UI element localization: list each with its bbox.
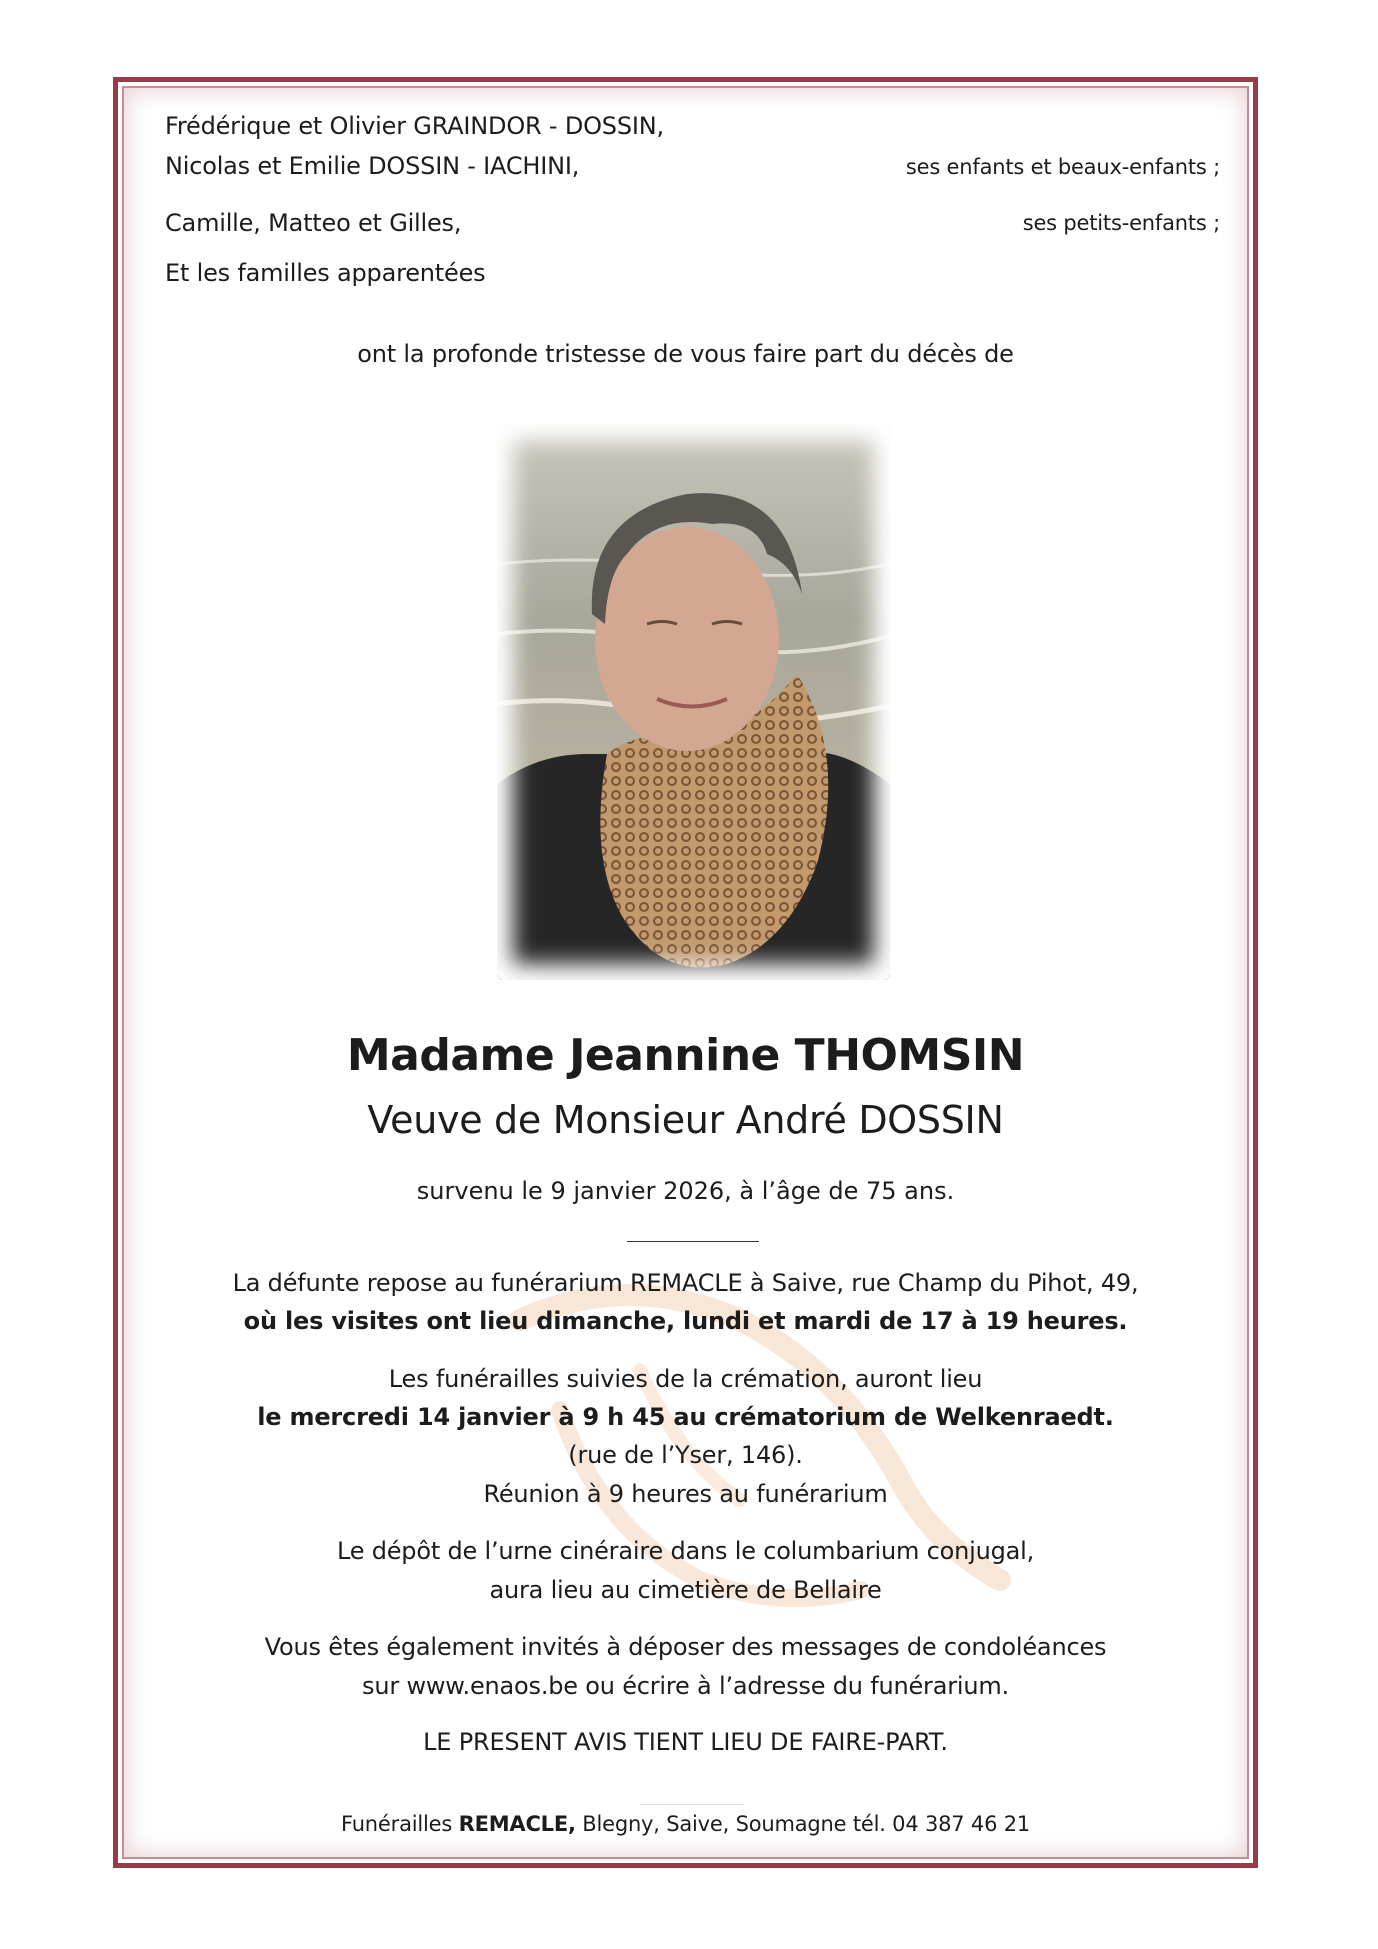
funeral-address-line: (rue de l’Yser, 146).: [568, 1441, 803, 1469]
portrait-photo: [497, 424, 890, 980]
family-line-children-2: Nicolas et Emilie DOSSIN - IACHINI,: [165, 152, 580, 180]
family-line-children-1: Frédérique et Olivier GRAINDOR - DOSSIN,: [165, 112, 664, 140]
urn-line-2: aura lieu au cimetière de Bellaire: [489, 1576, 882, 1604]
visit-hours-line: où les visites ont lieu dimanche, lundi et mardi de 17 à 19 heures.: [243, 1307, 1128, 1335]
death-date: survenu le 9 janvier 2026, à l’âge de 75 ans.: [416, 1177, 955, 1205]
urn-line-1: Le dépôt de l’urne cinéraire dans le columbarium conjugal,: [336, 1537, 1035, 1565]
funeral-intro-line: Les funérailles suivies de la crémation, auront lieu: [388, 1365, 983, 1393]
divider-rule: [627, 1241, 759, 1242]
deceased-name: Madame Jeannine THOMSIN: [346, 1030, 1025, 1081]
footer-contact: Blegny, Saive, Soumagne tél. 04 387 46 21: [575, 1812, 1031, 1836]
footer-divider: [640, 1804, 744, 1805]
footer-credit: [113, 1812, 1258, 1836]
notice-line: LE PRESENT AVIS TIENT LIEU DE FAIRE-PART.: [423, 1728, 948, 1756]
family-line-grandchildren: Camille, Matteo et Gilles,: [165, 209, 462, 237]
family-role-children: ses enfants et beaux-enfants ;: [905, 155, 1220, 179]
condolences-line-2: sur www.enaos.be ou écrire à l’adresse du funérarium.: [362, 1672, 1009, 1700]
family-line-relatives: Et les familles apparentées: [165, 259, 486, 287]
deceased-subtitle: Veuve de Monsieur André DOSSIN: [367, 1098, 1004, 1142]
footer-prefix: Funérailles: [340, 1812, 459, 1836]
announcement-intro: ont la profonde tristesse de vous faire part du décès de: [357, 340, 1014, 368]
condolences-line-1: Vous êtes également invités à déposer des messages de condoléances: [264, 1633, 1107, 1661]
family-role-grandchildren: ses petits-enfants ;: [1022, 211, 1220, 235]
funeral-date-line: le mercredi 14 janvier à 9 h 45 au crématorium de Welkenraedt.: [257, 1403, 1114, 1431]
funeral-meeting-line: Réunion à 9 heures au funérarium: [483, 1480, 888, 1508]
rest-location-line: La défunte repose au funérarium REMACLE à Saive, rue Champ du Pihot, 49,: [232, 1269, 1139, 1297]
footer-brand: REMACLE,: [458, 1812, 576, 1836]
